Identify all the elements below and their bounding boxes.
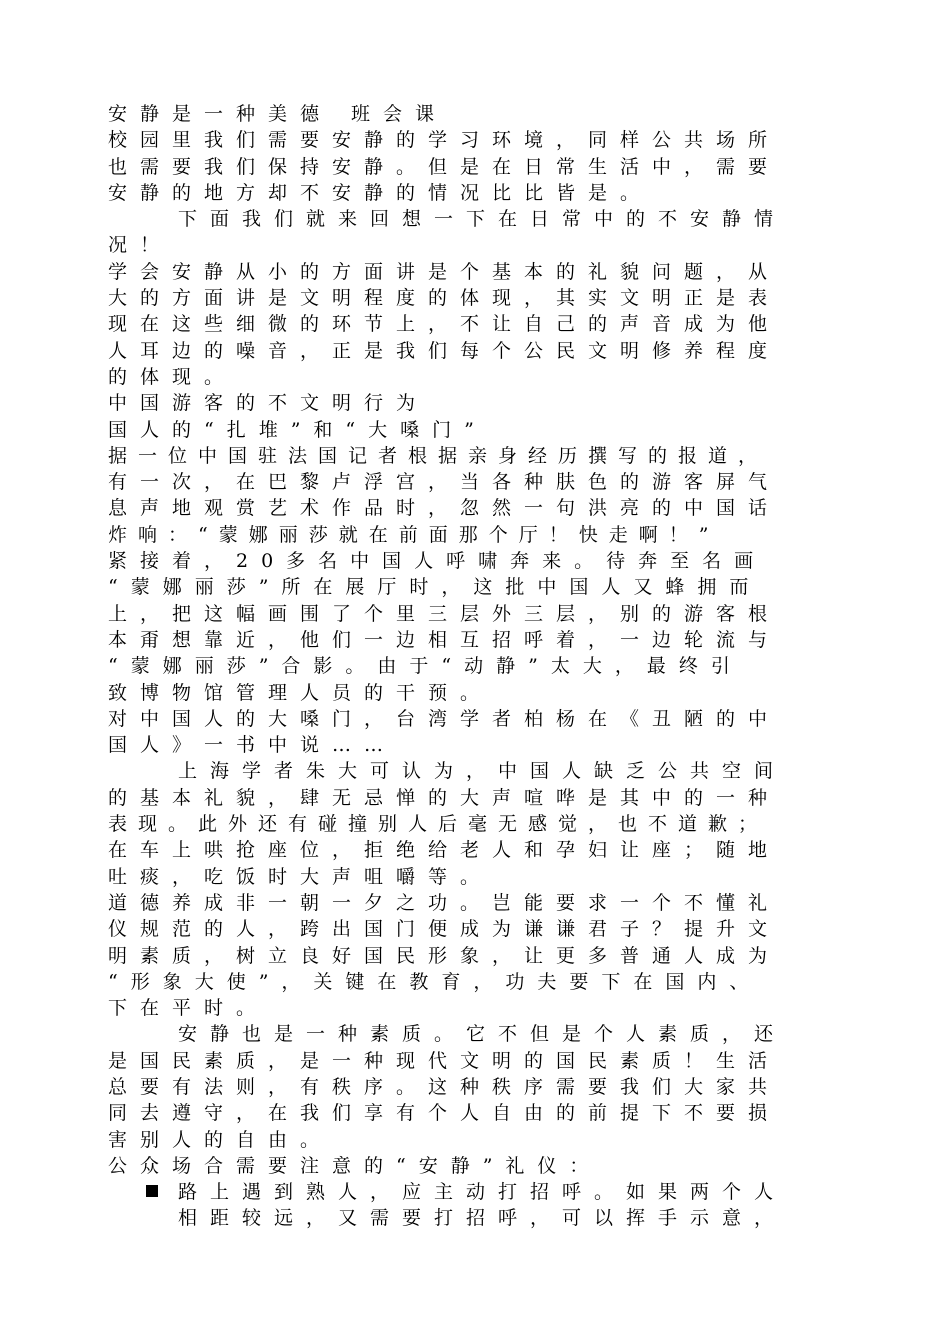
bullet-line [108,1179,830,1205]
text-line: 相距较远，又需要打招呼，可以挥手示意， [178,1207,787,1230]
paragraph-quality [108,1021,830,1152]
text-line: 现在这些细微的环节上，不让自己的声音成为他 [108,313,781,336]
text-line: 的体现。 [108,365,237,388]
paragraph-recall [108,206,830,259]
text-line: 上海学者朱大可认为，中国人缺乏公共空间 [178,760,787,783]
section-heading: 中国游客的不文明行为 [108,392,429,415]
text-line: 紧接着，20多名中国人呼啸奔来。待奔至名画 [108,550,767,573]
text-line: 同去遵守，在我们享有个人自由的前提下不要损 [108,1102,781,1125]
text-line: 致博物馆管理人员的干预。 [108,681,493,704]
paragraph-louvre-story [108,443,830,706]
etiquette-heading: 公众场合需要注意的“安静”礼仪： [108,1154,602,1177]
text-line: 害别人的自由。 [108,1128,333,1151]
bullet-item [108,1179,830,1232]
text-line: 道德养成非一朝一夕之功。岂能要求一个不懂礼 [108,891,781,914]
bullet-text: 路上遇到熟人，应主动打招呼。如果两个人 [178,1181,787,1204]
text-line: 本甭想靠近，他们一边相互招呼着，一边轮流与 [108,628,781,651]
text-line: 在车上哄抢座位，拒绝给老人和孕妇让座；随地 [108,839,781,862]
paragraph-morality [108,890,830,1021]
text-line: 有一次，在巴黎卢浮宫，当各种肤色的游客屏气 [108,471,781,494]
section-subheading: 国人的“扎堆”和“大嗓门” [108,418,487,441]
text-line: 安静的地方却不安静的情况比比皆是。 [108,181,653,204]
text-line: 学会安静从小的方面讲是个基本的礼貌问题，从 [108,260,781,283]
text-line: 大的方面讲是文明程度的体现，其实文明正是表 [108,287,781,310]
text-line: 是国民素质，是一种现代文明的国民素质！生活 [108,1049,781,1072]
text-line: 上，把这幅画围了个里三层外三层，别的游客根 [108,602,781,625]
text-line: 校园里我们需要安静的学习环境，同样公共场所 [108,129,781,152]
text-line: 况！ [108,234,173,257]
text-line: “蒙娜丽莎”合影。由于“动静”太大，最终引 [108,655,743,678]
text-line: 也需要我们保持安静。但是在日常生活中，需要 [108,155,781,178]
text-line: 吐痰，吃饭时大声咀嚼等。 [108,865,493,888]
text-line: 炸响：“蒙娜丽莎就在前面那个厅！快走啊！” [108,523,720,546]
paragraph-zhu-dake [108,758,830,889]
text-line: 安静也是一种素质。它不但是个人素质，还 [178,1023,787,1046]
square-bullet-icon [146,1185,158,1197]
text-line: 人耳边的噪音，正是我们每个公民文明修养程度 [108,339,781,362]
paragraph-politeness [108,259,830,390]
text-line: “形象大使”，关键在教育，功夫要下在国内、 [108,970,762,993]
document-body [108,101,830,1232]
text-line: 的基本礼貌，肆无忌惮的大声喧哗是其中的一种 [108,786,781,809]
text-line: 国人》一书中说…… [108,734,397,757]
paragraph-intro [108,127,830,206]
paragraph-bo-yang [108,706,830,759]
text-line: 表现。此外还有碰撞别人后毫无感觉，也不道歉； [108,813,769,836]
text-line: 总要有法则，有秩序。这种秩序需要我们大家共 [108,1075,781,1098]
text-line: 对中国人的大嗓门，台湾学者柏杨在《丑陋的中 [108,707,781,730]
text-line: “蒙娜丽莎”所在展厅时，这批中国人又蜂拥而 [108,576,762,599]
text-line: 明素质，树立良好国民形象，让更多普通人成为 [108,944,781,967]
text-line: 仪规范的人，跨出国门便成为谦谦君子？提升文 [108,918,781,941]
text-line: 据一位中国驻法国记者根据亲身经历撰写的报道， [108,444,769,467]
text-line: 下在平时。 [108,997,269,1020]
document-title: 安静是一种美德 班会课 [108,103,448,125]
text-line: 息声地观赏艺术作品时，忽然一句洪亮的中国话 [108,497,781,520]
text-line: 下面我们就来回想一下在日常中的不安静情 [178,208,787,231]
